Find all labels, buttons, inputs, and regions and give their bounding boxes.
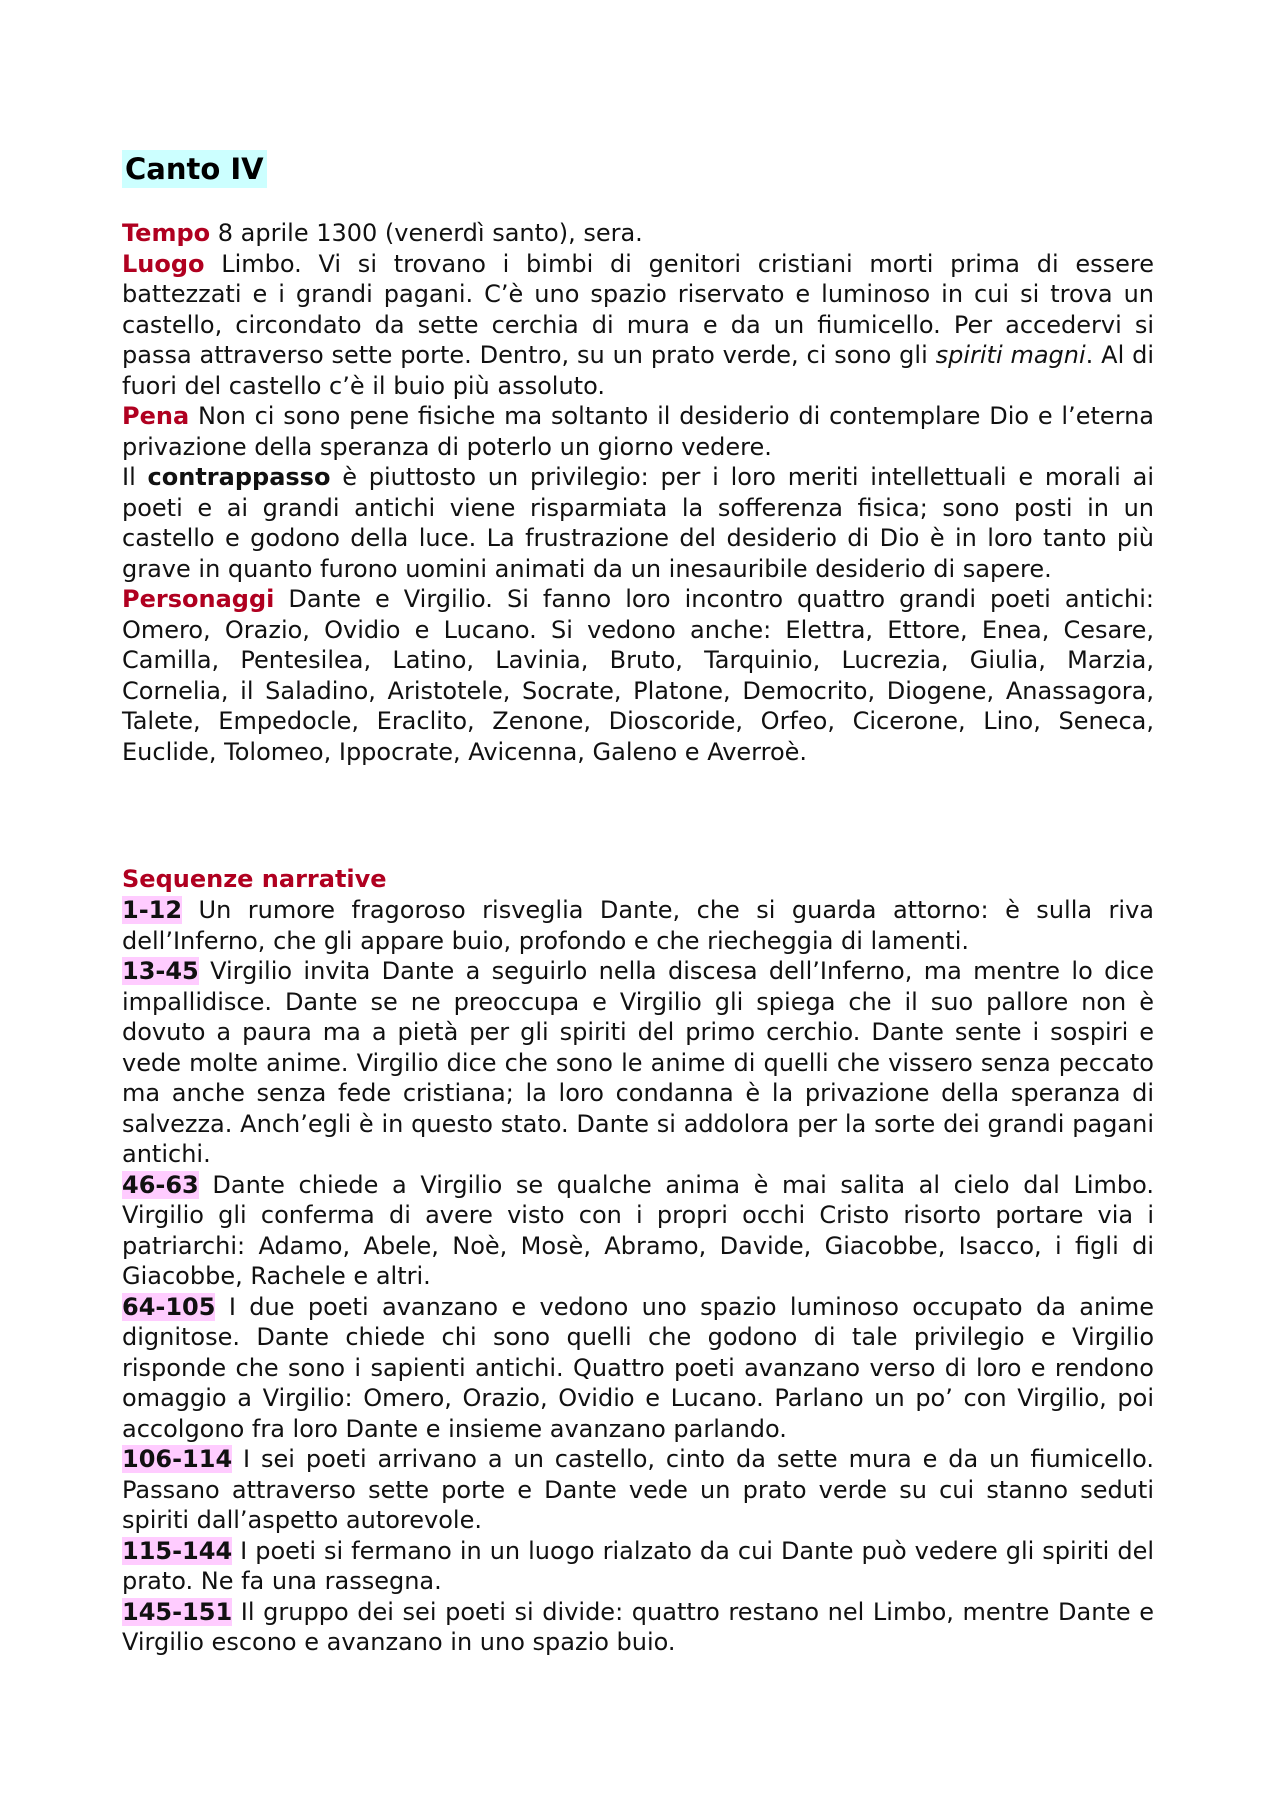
pena-text: Non ci sono pene fisiche ma soltanto il desiderio di contemplare Dio e l’eterna privazione della speranza di poterlo un giorno vedere. <box>122 402 1154 461</box>
sequence-text: I due poeti avanzano e vedono uno spazio luminoso occupato da anime dignitose. Dante chiede chi sono quelli che godono di tale privilegio e Virgilio risponde che sono i sapienti antichi. Quattro poeti avanzano verso di loro e rendono omaggio a Virgilio: Omero, Orazio, Ovidio e Lucano. Parlano un po’ con Virgilio, poi accolgono fra loro Dante e insieme avanzano parlando. <box>122 1292 1154 1443</box>
sequence-item <box>122 1170 1154 1292</box>
sequenze-heading: Sequenze narrative <box>122 865 387 893</box>
verse-range: 1-12 <box>122 896 183 924</box>
pena-paragraph <box>122 401 1154 462</box>
sequence-text: Il gruppo dei sei poeti si divide: quattro restano nel Limbo, mentre Dante e Virgilio escono e avanzano in uno spazio buio. <box>122 1597 1154 1656</box>
luogo-text-end: . Al di fuori del castello c’è il buio più assoluto. <box>122 341 1154 400</box>
verse-range: 13-45 <box>122 957 199 985</box>
tempo-paragraph <box>122 218 1154 249</box>
tempo-label: Tempo <box>122 219 211 247</box>
sequence-item <box>122 956 1154 1170</box>
tempo-text: 8 aprile 1300 (venerdì santo), sera. <box>210 219 643 247</box>
sequence-list <box>122 895 1154 1658</box>
sequence-item <box>122 895 1154 956</box>
pena-label: Pena <box>122 402 190 430</box>
contrappasso-term: contrappasso <box>147 463 331 491</box>
sequence-item <box>122 1536 1154 1597</box>
luogo-label: Luogo <box>122 249 205 278</box>
verse-range: 145-151 <box>122 1597 233 1626</box>
verse-range: 106-114 <box>122 1445 233 1473</box>
personaggi-paragraph <box>122 584 1154 767</box>
contrappasso-text: è piuttosto un privilegio: per i loro meriti intellettuali e morali ai poeti e ai grandi antichi viene risparmiata la sofferenza fisica; sono posti in un castello e godono della luce. La frustrazione del desiderio di Dio è in loro tanto più grave in quanto furono uomini animati da un inesauribile desiderio di sapere. <box>122 463 1154 583</box>
sequence-text: I sei poeti arrivano a un castello, cinto da sette mura e da un fiumicello. Passano attraverso sette porte e Dante vede un prato verde su cui stanno seduti spiriti dall’aspetto autorevole. <box>122 1445 1154 1534</box>
verse-range: 64-105 <box>122 1292 216 1321</box>
page-title: Canto IV <box>122 150 267 188</box>
verse-range: 115-144 <box>122 1536 233 1565</box>
canto-summary <box>122 218 1154 767</box>
personaggi-text: Dante e Virgilio. Si fanno loro incontro quattro grandi poeti antichi: Omero, Orazio, Ovidio e Lucano. Si vedono anche: Elettra, Ettore, Enea, Cesare, Camilla, Pentesilea, Latino, Lavinia, Bruto, Tarquinio, Lucrezia, Giulia, Marzia, Cornelia, il Saladino, Aristotele, Socrate, Platone, Democrito, Diogene, Anassagora, Talete, Empedocle, Eraclito, Zenone, Dioscoride, Orfeo, Cicerone, Lino, Seneca, Euclide, Tolomeo, Ippocrate, Avicenna, Galeno e Averroè. <box>122 585 1154 766</box>
contrappasso-paragraph <box>122 462 1154 584</box>
contrappasso-prefix: Il <box>122 463 148 491</box>
sequence-text: Dante chiede a Virgilio se qualche anima è mai salita al cielo dal Limbo. Virgilio gli conferma di avere visto con i propri occhi Cristo risorto portare via i patriarchi: Adamo, Abele, Noè, Mosè, Abramo, Davide, Giacobbe, Isacco, i figli di Giacobbe, Rachele e altri. <box>122 1170 1154 1290</box>
verse-range: 46-63 <box>122 1170 199 1199</box>
luogo-paragraph <box>122 249 1154 402</box>
sequence-text: Un rumore fragoroso risveglia Dante, che si guarda attorno: è sulla riva dell’Inferno, che gli appare buio, profondo e che riecheggia di lamenti. <box>122 896 1154 955</box>
sequence-text: I poeti si fermano in un luogo rialzato da cui Dante può vedere gli spiriti del prato. Ne fa una rassegna. <box>122 1536 1154 1595</box>
luogo-italic-text: spiriti magni <box>935 341 1086 369</box>
sequence-text: Virgilio invita Dante a seguirlo nella discesa dell’Inferno, ma mentre lo dice impallidisce. Dante se ne preoccupa e Virgilio gli spiega che il suo pallore non è dovuto a paura ma a pietà per gli spiriti del primo cerchio. Dante sente i sospiri e vede molte anime. Virgilio dice che sono le anime di quelli che vissero senza peccato ma anche senza fede cristiana; la loro condanna è la privazione della speranza di salvezza. Anch’egli è in questo stato. Dante si addolora per la sorte dei grandi pagani antichi. <box>122 957 1154 1168</box>
sequence-item <box>122 1444 1154 1536</box>
sequence-item <box>122 1292 1154 1445</box>
personaggi-label: Personaggi <box>122 585 275 613</box>
sequence-item <box>122 1597 1154 1658</box>
luogo-text: Limbo. Vi si trovano i bimbi di genitori cristiani morti prima di essere battezzati e i grandi pagani. C’è uno spazio riservato e luminoso in cui si trova un castello, circondato da sette cerchia di mura e da un fiumicello. Per accedervi si passa attraverso sette porte. Dentro, su un prato verde, ci sono gli <box>122 249 1154 369</box>
